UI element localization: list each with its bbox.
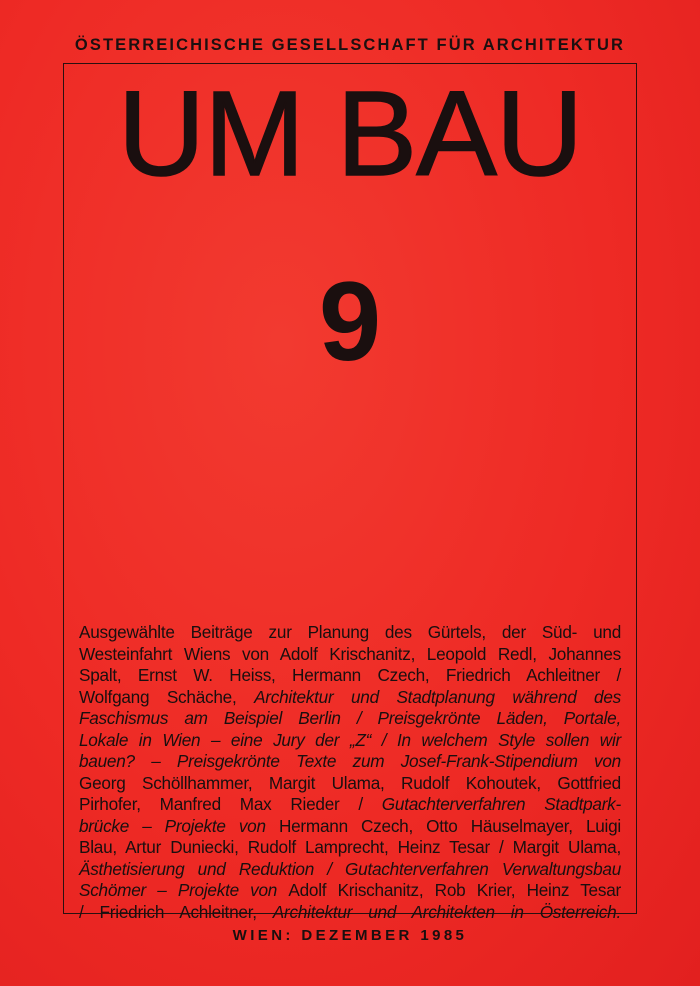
contents-line	[79, 880, 621, 902]
magazine-title: UM BAU	[117, 65, 583, 201]
issue-date: WIEN: DEZEMBER 1985	[232, 927, 468, 944]
contents-italic-text: Gutachterverfahren Stadtpark-	[381, 794, 622, 814]
contents-italic-text: Faschismus am Beispiel Berlin / Preisgekrönte Läden, Portale,	[79, 708, 621, 728]
contents-roman-text: / Friedrich Achleitner,	[79, 901, 273, 922]
contents-roman-text: Blau, Artur Duniecki, Rudolf Lamprecht, Heinz Tesar / Margit Ulama,	[79, 837, 621, 857]
contents-line	[79, 751, 621, 773]
contents-roman-text: Hermann Czech, Otto Häuselmayer, Luigi	[278, 815, 622, 836]
contents-line	[79, 730, 621, 752]
contents-line	[79, 622, 621, 644]
contents-italic-text: brücke – Projekte von	[79, 815, 279, 836]
contents-roman-text: Georg Schöllhammer, Margit Ulama, Rudolf Kohoutek, Gottfried	[79, 772, 621, 793]
contents-line	[79, 794, 621, 816]
contents-line	[79, 816, 621, 838]
contents-roman-text: Wolfgang Schäche,	[79, 686, 255, 707]
issue-number: 9	[318, 259, 382, 384]
contents-italic-text: Ästhetisierung und Reduktion / Gutachterverfahren Verwaltungsbau	[79, 858, 621, 879]
contents-line	[79, 687, 621, 709]
contents-line	[79, 902, 621, 924]
contents-line	[79, 665, 621, 687]
contents-line	[79, 837, 621, 859]
contents-line	[79, 859, 621, 881]
contents-roman-text: Pirhofer, Manfred Max Rieder /	[79, 794, 382, 814]
contents-roman-text: Adolf Krischanitz, Rob Krier, Heinz Tesar	[288, 880, 621, 900]
contents-roman-text: Westeinfahrt Wiens von Adolf Krischanitz, Leopold Redl, Johannes	[79, 643, 621, 664]
publisher-name: ÖSTERREICHISCHE GESELLSCHAFT FÜR ARCHITEKTUR	[74, 36, 626, 54]
contents-line	[79, 708, 621, 730]
contents-text	[79, 622, 621, 923]
contents-line	[79, 644, 621, 666]
contents-roman-text: Spalt, Ernst W. Heiss, Hermann Czech, Friedrich Achleitner /	[79, 665, 621, 685]
contents-italic-text: Lokale in Wien – eine Jury der „Z“ / In welchem Style sollen wir	[79, 729, 621, 750]
contents-italic-text: Architektur und Stadtplanung während des	[254, 686, 622, 707]
contents-roman-text: Ausgewählte Beiträge zur Planung des Gürtels, der Süd- und	[79, 622, 621, 642]
contents-line	[79, 773, 621, 795]
contents-italic-text: bauen? – Preisgekrönte Texte zum Josef-Frank-Stipendium von	[79, 751, 621, 771]
contents-italic-text: Schömer – Projekte von	[79, 880, 289, 900]
contents-italic-text: Architektur und Architekten in Österreich.	[272, 901, 621, 922]
